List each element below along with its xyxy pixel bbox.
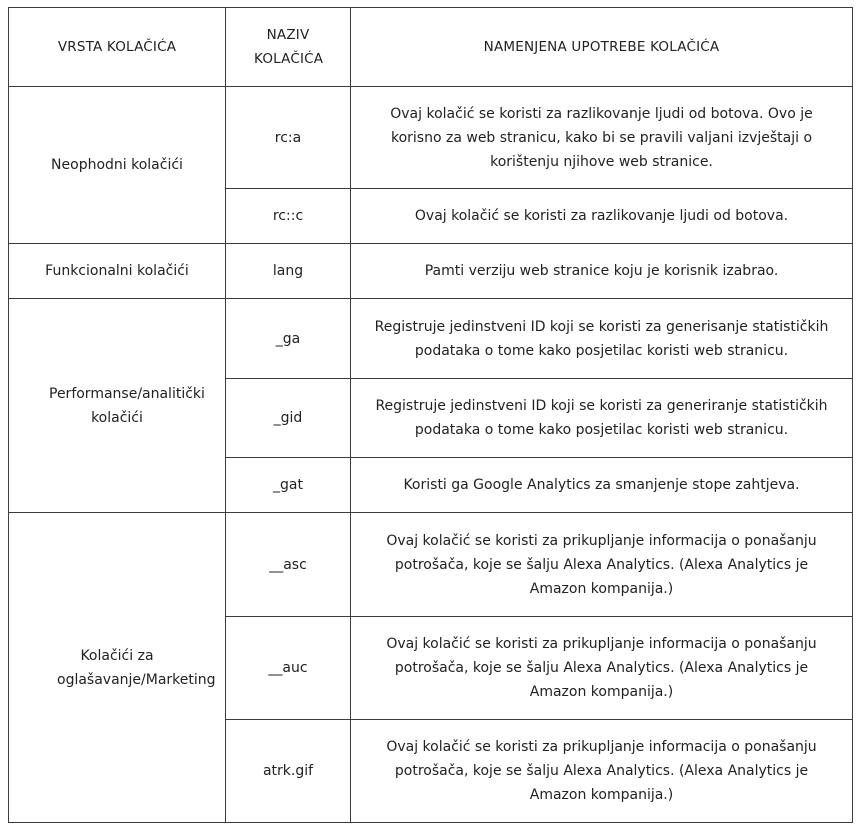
category-performance: Performanse/analitički kolačići: [9, 299, 226, 513]
cookie-name: lang: [226, 244, 351, 299]
table-row: [9, 244, 853, 299]
cookie-purpose: Ovaj kolačić se koristi za prikupljanje informacija o ponašanju potrošača, koje se šalju Alexa Analytics. (Alexa Analytics je Amazon kompanija.): [351, 513, 853, 617]
table-row: [9, 299, 853, 379]
table-row: [9, 87, 853, 189]
cookie-name: atrk.gif: [226, 720, 351, 823]
cookie-purpose: Pamti verziju web stranice koju je korisnik izabrao.: [351, 244, 853, 299]
cookie-purpose: Ovaj kolačić se koristi za razlikovanje ljudi od botova.: [351, 189, 853, 244]
cookie-purpose: Ovaj kolačić se koristi za prikupljanje informacija o ponašanju potrošača, koje se šalju Alexa Analytics. (Alexa Analytics je Amazon kompanija.): [351, 617, 853, 720]
header-type: VRSTA KOLAČIĆA: [9, 8, 226, 87]
cookie-name: __auc: [226, 617, 351, 720]
cookie-name: _gid: [226, 379, 351, 458]
category-necessary: Neophodni kolačići: [9, 87, 226, 244]
cookie-purpose: Registruje jedinstveni ID koji se koristi za generisanje statističkih podataka o tome kako posjetilac koristi web stranicu.: [351, 299, 853, 379]
cookie-purpose: Koristi ga Google Analytics za smanjenje stope zahtjeva.: [351, 458, 853, 513]
cookie-name: _ga: [226, 299, 351, 379]
header-row: [9, 8, 853, 87]
cookie-purpose: Ovaj kolačić se koristi za razlikovanje ljudi od botova. Ovo je korisno za web stranicu, kako bi se pravili valjani izvještaji o korištenju njihove web stranice.: [351, 87, 853, 189]
cookie-name: _gat: [226, 458, 351, 513]
category-functional: Funkcionalni kolačići: [9, 244, 226, 299]
table-row: [9, 513, 853, 617]
cookie-purpose: Registruje jedinstveni ID koji se koristi za generiranje statističkih podataka o tome kako posjetilac koristi web stranicu.: [351, 379, 853, 458]
cookie-table: [8, 7, 853, 823]
cookie-purpose: Ovaj kolačić se koristi za prikupljanje informacija o ponašanju potrošača, koje se šalju Alexa Analytics. (Alexa Analytics je Amazon kompanija.): [351, 720, 853, 823]
cookie-name: rc:a: [226, 87, 351, 189]
cookie-name: rc::c: [226, 189, 351, 244]
category-marketing: Kolačići za oglašavanje/Marketing: [9, 513, 226, 823]
cookie-name: __asc: [226, 513, 351, 617]
header-purpose: NAMENJENA UPOTREBE KOLAČIĆA: [351, 8, 853, 87]
header-name: NAZIV KOLAČIĆA: [226, 8, 351, 87]
